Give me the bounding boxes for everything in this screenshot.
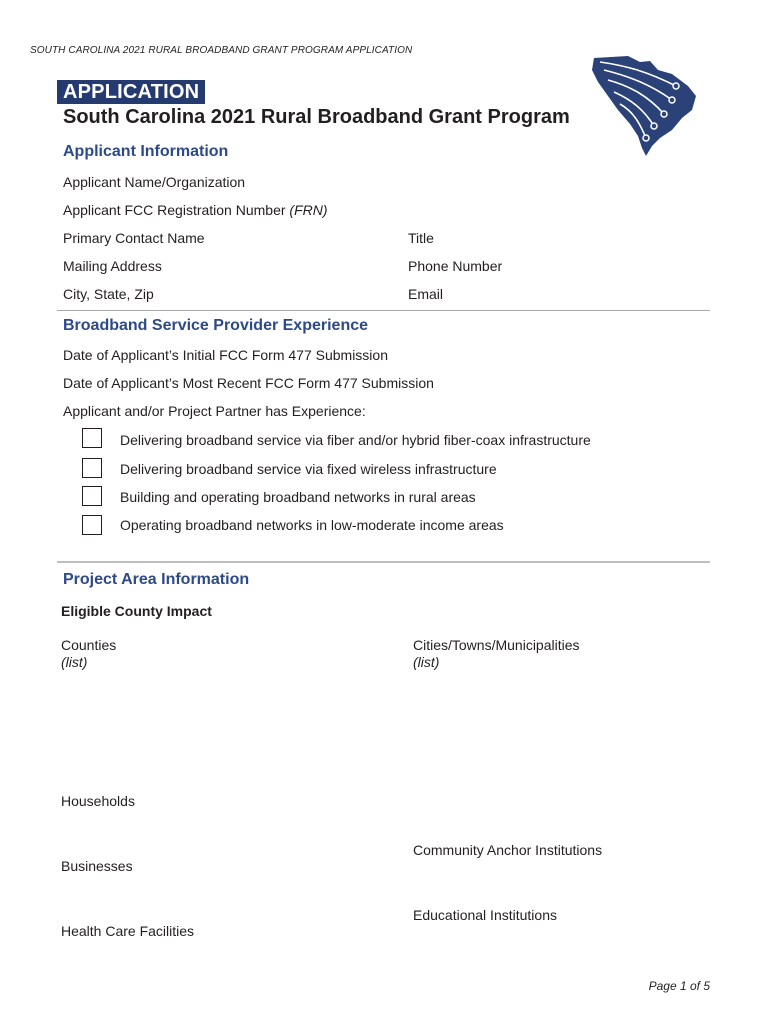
primary-contact-label: Primary Contact Name bbox=[63, 230, 205, 246]
health-care-label: Health Care Facilities bbox=[61, 923, 195, 939]
frn-label: Applicant FCC Registration Number (FRN) bbox=[63, 202, 328, 218]
applicant-name-label: Applicant Name/Organization bbox=[63, 174, 246, 190]
page-title: South Carolina 2021 Rural Broadband Grant Program bbox=[63, 106, 570, 128]
initial-477-label: Date of Applicant’s Initial FCC Form 477 Submission bbox=[63, 347, 388, 363]
running-header: SOUTH CAROLINA 2021 RURAL BROADBAND GRANT PROGRAM APPLICATION bbox=[30, 45, 413, 56]
frn-note: (FRN) bbox=[289, 202, 328, 218]
mailing-address-label: Mailing Address bbox=[63, 258, 162, 274]
counties-note: (list) bbox=[61, 654, 88, 670]
checkbox-low-moderate-income[interactable] bbox=[82, 515, 102, 535]
households-label: Households bbox=[61, 793, 135, 809]
page-number: Page 1 of 5 bbox=[648, 979, 710, 993]
email-label: Email bbox=[408, 286, 444, 302]
option-low-moderate-income-label: Operating broadband networks in low-moderate income areas bbox=[120, 517, 504, 533]
city-state-zip-label: City, State, Zip bbox=[63, 286, 154, 302]
eligible-county-label: Eligible County Impact bbox=[61, 603, 212, 619]
option-rural-label: Building and operating broadband networks in rural areas bbox=[120, 489, 476, 505]
educational-institutions-label: Educational Institutions bbox=[413, 907, 557, 923]
businesses-label: Businesses bbox=[61, 858, 133, 874]
recent-477-label: Date of Applicant’s Most Recent FCC Form 477 Submission bbox=[63, 375, 434, 391]
divider bbox=[57, 310, 710, 311]
divider bbox=[57, 561, 710, 563]
application-badge: APPLICATION bbox=[57, 80, 205, 104]
section-title-experience: Broadband Service Provider Experience bbox=[63, 317, 369, 334]
checkbox-rural[interactable] bbox=[82, 486, 102, 506]
south-carolina-map-icon bbox=[588, 52, 704, 158]
has-experience-label: Applicant and/or Project Partner has Experience: bbox=[63, 403, 366, 419]
anchor-institutions-label: Community Anchor Institutions bbox=[413, 842, 603, 858]
checkbox-fixed-wireless[interactable] bbox=[82, 458, 102, 478]
title-label: Title bbox=[408, 230, 434, 246]
section-title-applicant: Applicant Information bbox=[63, 143, 229, 160]
checkbox-fiber[interactable] bbox=[82, 428, 102, 448]
phone-label: Phone Number bbox=[408, 258, 503, 274]
cities-label: Cities/Towns/Municipalities bbox=[413, 637, 580, 653]
counties-label: Counties bbox=[61, 637, 117, 653]
section-title-project: Project Area Information bbox=[63, 571, 250, 588]
cities-note: (list) bbox=[413, 654, 440, 670]
option-fiber-label: Delivering broadband service via fiber and/or hybrid fiber-coax infrastructure bbox=[120, 432, 591, 448]
option-fixed-wireless-label: Delivering broadband service via fixed wireless infrastructure bbox=[120, 461, 497, 477]
